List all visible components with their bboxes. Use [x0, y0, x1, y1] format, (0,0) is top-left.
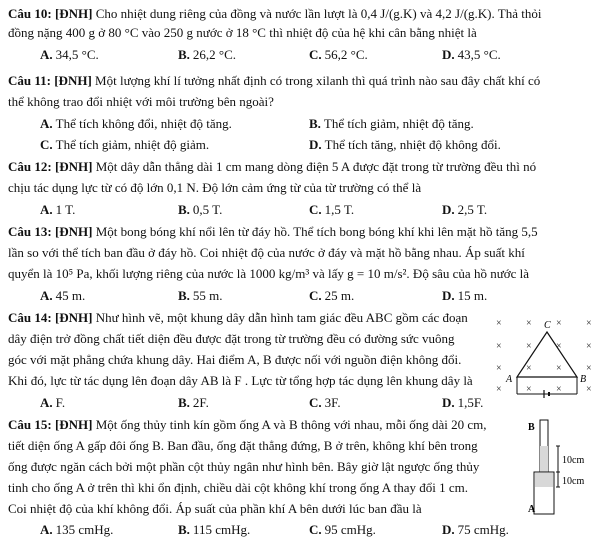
q14-line-2: dây điện trở đồng chất tiết diện đều được đặt trong từ trường đều có đường sức vuông [8, 331, 455, 346]
q12-option-a: A. 1 T. [40, 202, 76, 217]
q11-line-2: thể không trao đổi nhiệt với môi trường bên ngoài? [8, 94, 274, 109]
q15-line-2: tiết diện ống A gấp đôi ống B. Ban đầu, ống đặt thẳng đứng, B ở trên, không khí bên trong [8, 438, 478, 453]
field-mark: × [556, 341, 562, 352]
q11-line-1: Câu 11: [ĐNH] Một lượng khí lí tưởng nhất định có trong xilanh thì quá trình nào sau đây chất khí có [8, 73, 541, 88]
mercury-column-a [535, 473, 553, 487]
glass-tube-figure [528, 418, 600, 518]
q13-line-1: Câu 13: [ĐNH] Một bong bóng khí nổi lên từ đáy hồ. Thể tích bong bóng khí khi lên mặt hồ tăng 5,5 [8, 224, 538, 239]
mercury-column-b [540, 446, 548, 472]
field-mark: × [526, 363, 532, 374]
q10-option-a: A. 34,5 °C. [40, 47, 99, 62]
field-mark: × [526, 318, 532, 329]
q11-option-a: A. Thể tích không đổi, nhiệt độ tăng. [40, 116, 232, 131]
vertex-label-a: A [506, 374, 513, 385]
q15-option-a: A. 135 cmHg. [40, 522, 114, 537]
tube-label-b: B [528, 422, 535, 433]
q14-option-c: C. 3F. [309, 395, 341, 410]
field-mark: × [556, 318, 562, 329]
field-mark: × [556, 384, 562, 395]
q14-line-3: góc với mặt phẳng chứa khung dây. Hai điểm A, B được nối với nguồn điện không đổi. [8, 352, 462, 367]
vertex-label-c: C [544, 320, 551, 331]
vertex-label-b: B [580, 374, 587, 385]
field-mark: × [496, 341, 502, 352]
field-mark: × [586, 363, 592, 374]
dimension-label-top: 10cm [562, 455, 585, 466]
field-mark: × [556, 363, 562, 374]
dimension-label-bottom: 10cm [562, 476, 585, 487]
field-mark: × [496, 318, 502, 329]
q14-line-1: Câu 14: [ĐNH] Như hình vẽ, một khung dây dẫn hình tam giác đều ABC gồm các đoạn [8, 310, 468, 325]
q10-option-c: C. 56,2 °C. [309, 47, 368, 62]
q15-option-d: D. 75 cmHg. [442, 522, 509, 537]
q11-option-c: C. Thể tích giảm, nhiệt độ giảm. [40, 137, 210, 152]
q13-option-a: A. 45 m. [40, 288, 86, 303]
q14-option-d: D. 1,5F. [442, 395, 484, 410]
q13-option-b: B. 55 m. [178, 288, 223, 303]
q12-line-2: chịu tác dụng lực từ có độ lớn 0,1 N. Độ lớn cảm ứng từ của từ trường có thể là [8, 180, 422, 195]
q13-option-c: C. 25 m. [309, 288, 355, 303]
q15-line-1: Câu 15: [ĐNH] Một ống thủy tinh kín gồm ống A và B thông với nhau, mỗi ống dài 20 cm, [8, 417, 487, 432]
triangle-abc-figure [492, 314, 600, 398]
q10-option-b: B. 26,2 °C. [178, 47, 237, 62]
field-mark: × [496, 363, 502, 374]
q13-line-2: lần so với thể tích ban đầu ở đáy hồ. Coi nhiệt độ của nước ở đáy và mặt hồ bằng nhau. Áp suất khí [8, 245, 525, 260]
q10-head: Câu 10: [ĐNH] [8, 6, 93, 21]
q10-option-d: D. 43,5 °C. [442, 47, 501, 62]
q12-option-d: D. 2,5 T. [442, 202, 488, 217]
q11-option-d: D. Thể tích tăng, nhiệt độ không đổi. [309, 137, 501, 152]
q15-option-b: B. 115 cmHg. [178, 522, 251, 537]
field-mark: × [526, 384, 532, 395]
q14-line-4: Khi đó, lực từ tác dụng lên đoạn dây AB là F . Lực từ tổng hợp tác dụng lên khung dây là [8, 373, 473, 388]
field-mark: × [586, 318, 592, 329]
q14-option-b: B. 2F. [178, 395, 209, 410]
field-mark: × [586, 341, 592, 352]
tube-label-a: A [528, 504, 536, 515]
q13-line-3: quyển là 10⁵ Pa, khối lượng riêng của nước là 1000 kg/m³ và lấy g = 10 m/s². Độ sâu của hồ nước là [8, 266, 530, 281]
field-mark: × [526, 341, 532, 352]
q12-option-b: B. 0,5 T. [178, 202, 223, 217]
q15-option-c: C. 95 cmHg. [309, 522, 376, 537]
q15-line-4: tinh cho ống A ở trên thì khi ổn định, chiều dài cột không khí trong ống A thay đổi 1 cm. [8, 480, 469, 495]
q11-option-b: B. Thể tích giảm, nhiệt độ tăng. [309, 116, 474, 131]
q12-line-1: Câu 12: [ĐNH] Một dây dẫn thẳng dài 1 cm mang dòng điện 5 A được đặt trong từ trường đều thì nó [8, 159, 537, 174]
q10-line-1: Câu 10: [ĐNH] Cho nhiệt dung riêng của đồng và nước lần lượt là 0,4 J/(g.K) và 4,2 J/(g.K). Thả thỏi [8, 6, 542, 21]
q12-option-c: C. 1,5 T. [309, 202, 355, 217]
field-mark: × [586, 384, 592, 395]
q10-line-2: đồng nặng 400 g ở 80 °C vào 250 g nước ở 18 °C thì nhiệt độ của hệ khi cân bằng nhiệt là [8, 25, 477, 40]
q15-line-5: Coi nhiệt độ của khí không đổi. Áp suất của phần khí A bên dưới lúc ban đầu là [8, 501, 422, 516]
field-mark: × [496, 384, 502, 395]
q13-option-d: D. 15 m. [442, 288, 488, 303]
q15-line-3: ống được ngăn cách bởi một phần cột thủy ngân như hình bên. Bây giờ lật ngược ống thủy [8, 459, 480, 474]
q14-option-a: A. F. [40, 395, 66, 410]
